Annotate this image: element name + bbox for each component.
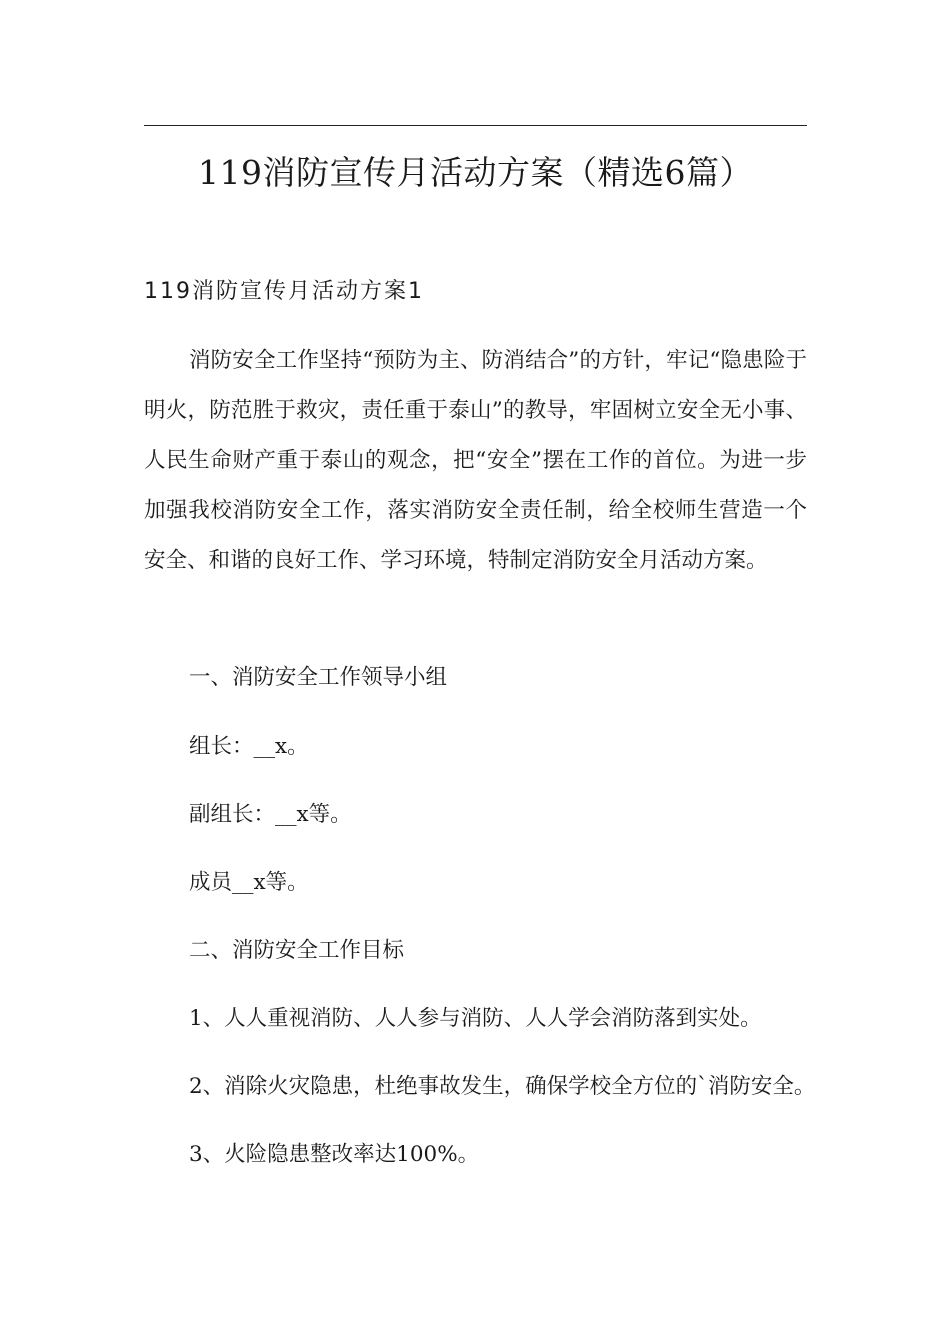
heading-leadership-group: 一、消防安全工作领导小组 [189, 665, 448, 690]
document-title: 119消防宣传月活动方案（精选6篇） [198, 153, 753, 192]
goal-item-3: 3、火险隐患整改率达100%。 [189, 1142, 480, 1167]
section-title: 119消防宣传月活动方案1 [144, 279, 424, 304]
header-rule [144, 125, 807, 126]
goal-item-2: 2、消除火灾隐患，杜绝事故发生，确保学校全方位的`消防安全。 [189, 1074, 816, 1099]
deputy-leader-line: 副组长：__x等。 [189, 802, 352, 827]
intro-paragraph: 消防安全工作坚持“预防为主、防消结合”的方针，牢记“隐患险于明火，防范胜于救灾，责任重于泰山”的教导，牢固树立安全无小事、人民生命财产重于泰山的观念，把“安全”摆在工作的首位。为进一步加强我校消防安全工作，落实消防安全责任制，给全校师生营造一个安全、和谐的良好工作、学习环境，特制定消防安全月活动方案。 [144, 348, 807, 573]
members-line: 成员__x等。 [189, 870, 309, 895]
leader-line: 组长：__x。 [189, 734, 309, 759]
heading-safety-goals: 二、消防安全工作目标 [189, 938, 405, 963]
goal-item-1: 1、人人重视消防、人人参与消防、人人学会消防落到实处。 [189, 1006, 762, 1031]
